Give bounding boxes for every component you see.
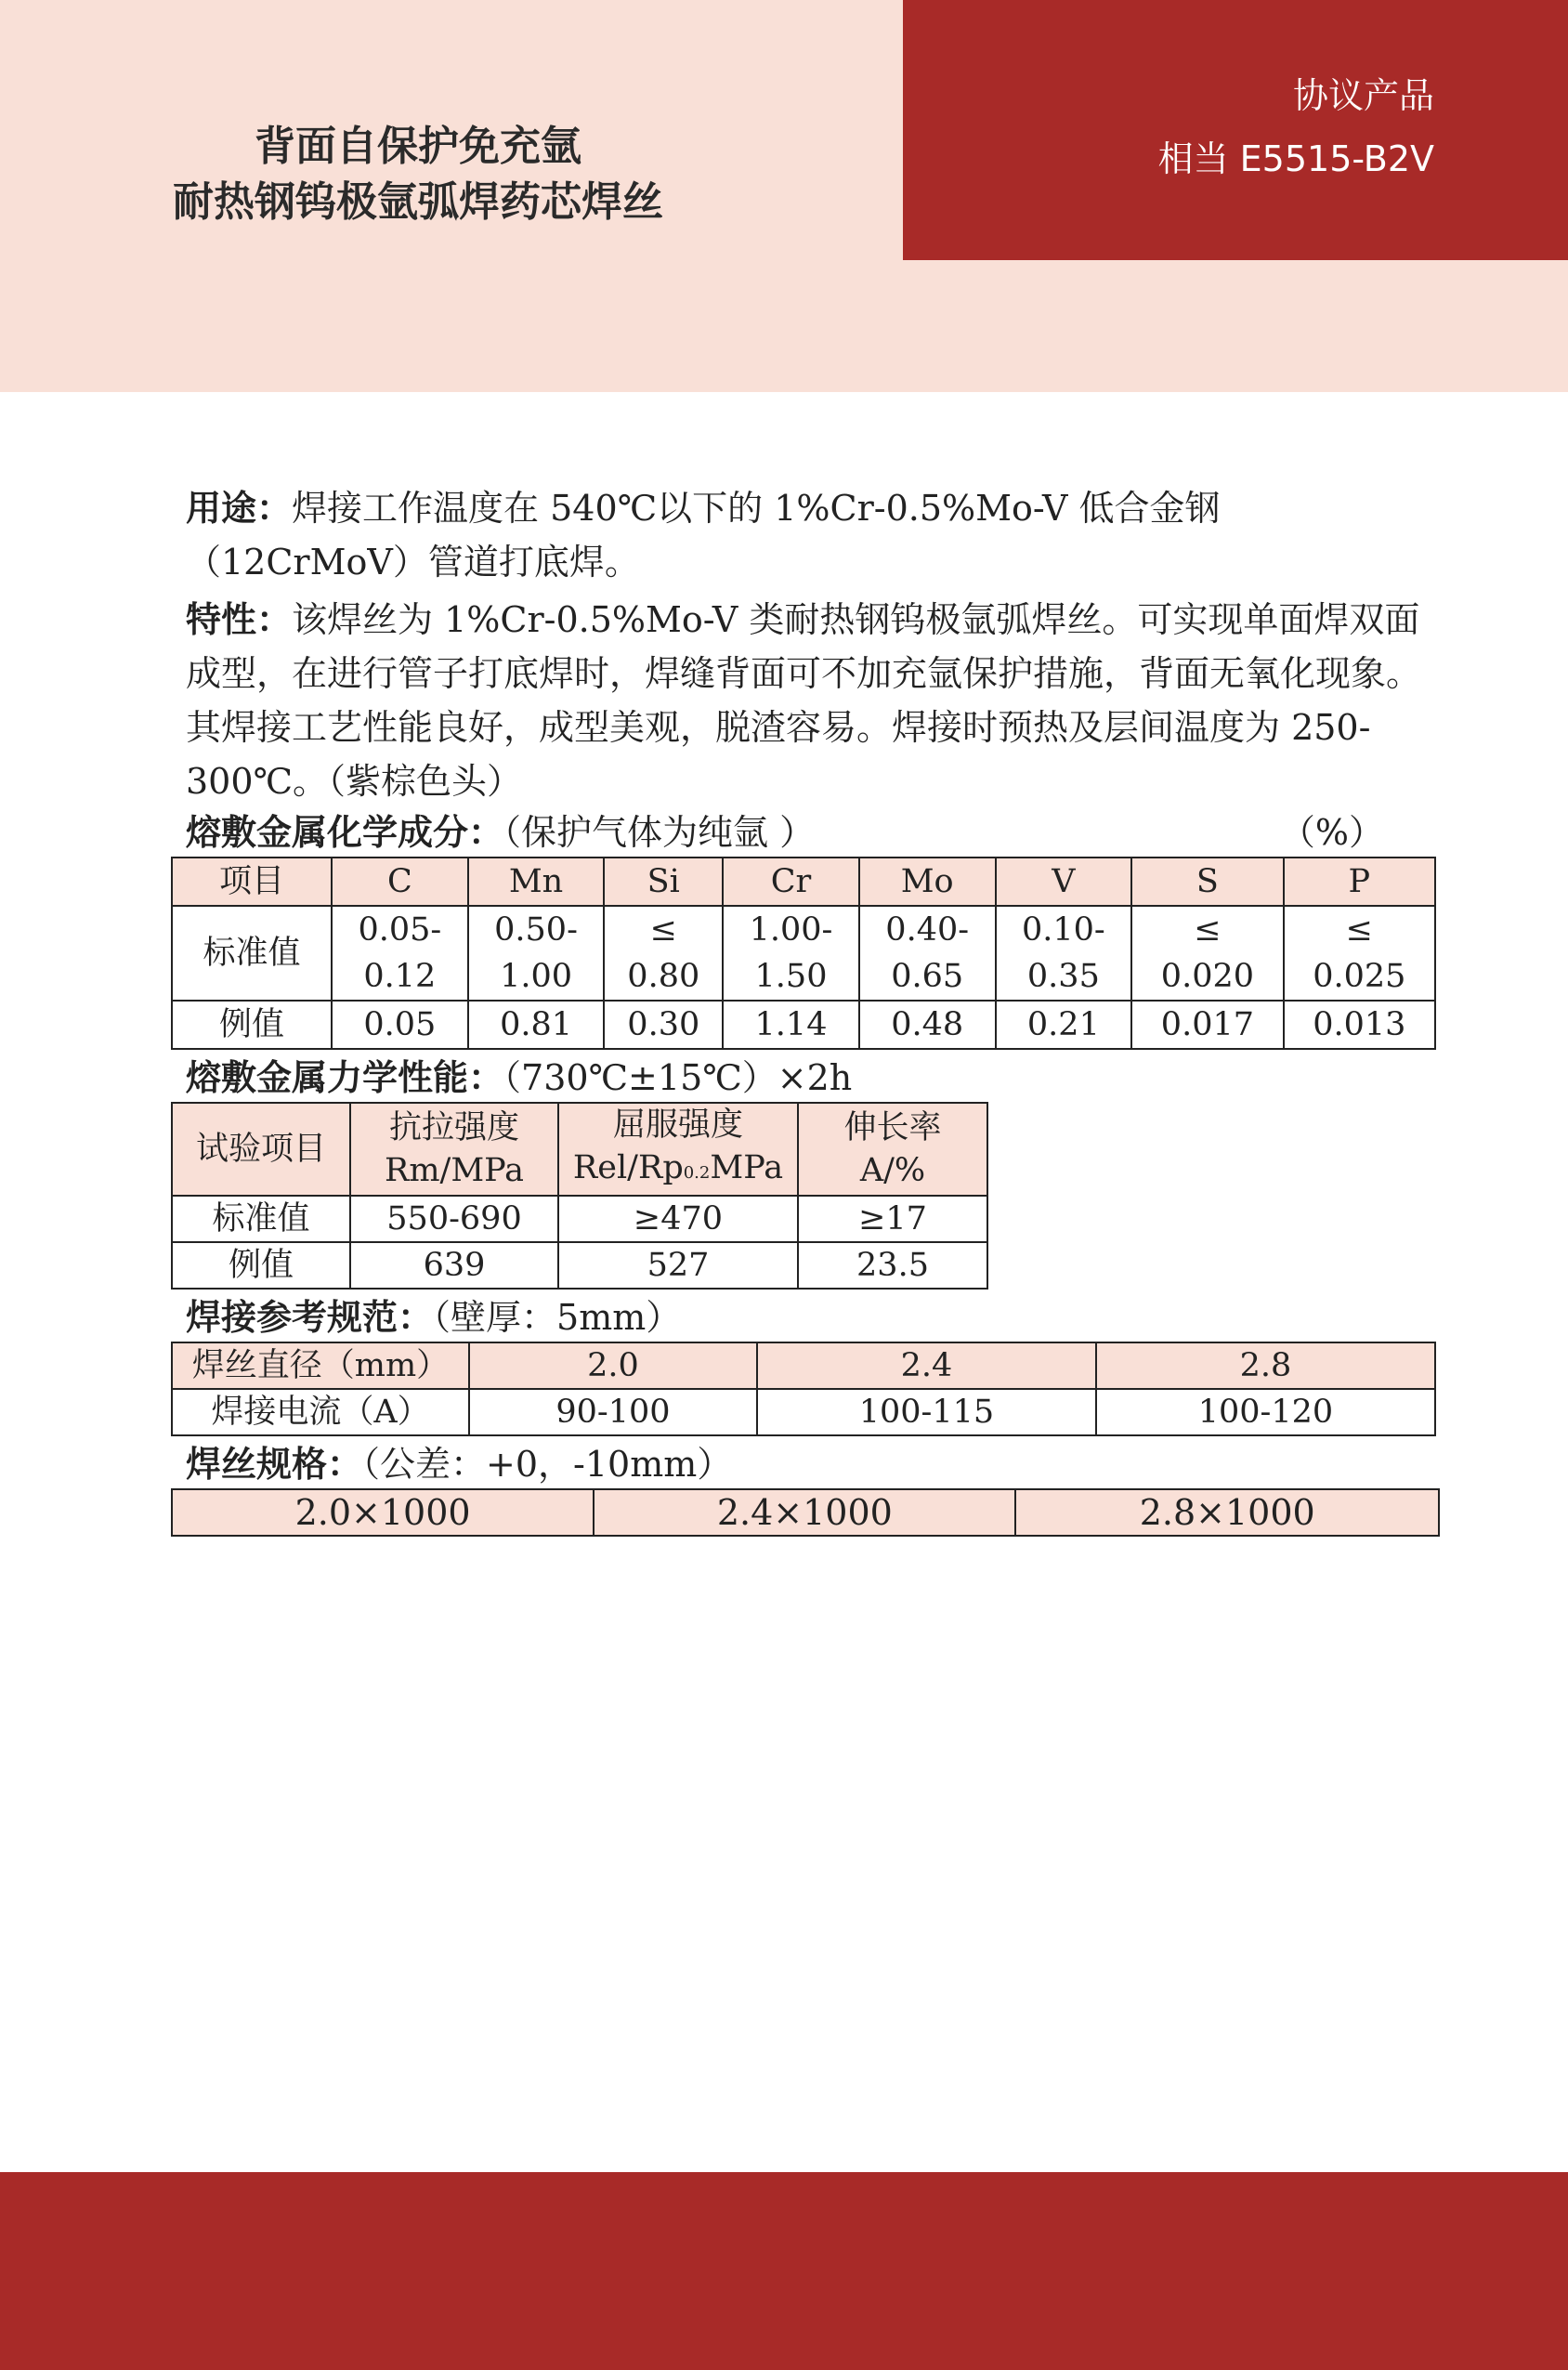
- chem-std-cell: 0.10-: [996, 906, 1132, 953]
- weld-note: （壁厚：5mm）: [433, 1297, 682, 1338]
- mech-example-cell: 527: [558, 1242, 798, 1289]
- chem-example-label: 例值: [172, 1001, 332, 1049]
- chem-example-cell: 0.30: [604, 1001, 723, 1049]
- weld-current-row: [172, 1389, 1435, 1435]
- mech-std-label: 标准值: [172, 1196, 350, 1242]
- weld-heading: [186, 1293, 1421, 1342]
- chem-std-cell: ≤: [1284, 906, 1435, 953]
- features-label: 特性：: [186, 599, 293, 640]
- product-title: [139, 119, 697, 230]
- mech-tensile-unit: Rm/MPa: [384, 1152, 524, 1189]
- chem-example-cell: 0.013: [1284, 1001, 1435, 1049]
- weld-current-cell: 100-115: [757, 1389, 1096, 1435]
- mech-tensile-title: 抗拉强度: [388, 1109, 519, 1146]
- weld-current-cell: 90-100: [469, 1389, 757, 1435]
- mech-example-cell: 23.5: [798, 1242, 987, 1289]
- chem-std-cell: 0.50-: [468, 906, 605, 953]
- spec-label: 焊丝规格：: [186, 1444, 363, 1485]
- mech-std-cell: ≥17: [798, 1196, 987, 1242]
- usage-paragraph: [186, 481, 1421, 589]
- chem-std-cell: 0.65: [859, 953, 996, 1001]
- chem-std-cell: ≤: [604, 906, 723, 953]
- chem-std-cell: 0.35: [996, 953, 1132, 1001]
- mech-std-row: [172, 1196, 987, 1242]
- usage-label: 用途：: [186, 488, 293, 529]
- chem-header-cell: C: [332, 858, 468, 906]
- weld-label: 焊接参考规范：: [186, 1297, 434, 1338]
- main-content: [186, 481, 1421, 1537]
- chem-header-row: [172, 858, 1435, 906]
- mech-header-row: [172, 1103, 987, 1196]
- chem-std-cell: 1.00: [468, 953, 605, 1001]
- chem-example-cell: 0.48: [859, 1001, 996, 1049]
- chem-std-cell: 0.025: [1284, 953, 1435, 1001]
- mech-header-yield: [558, 1103, 798, 1196]
- chem-example-cell: 0.81: [468, 1001, 605, 1049]
- mech-yield-unit-sub: 0.2: [683, 1163, 711, 1183]
- chem-header-cell: Mo: [859, 858, 996, 906]
- weld-diameter-cell: 2.8: [1096, 1342, 1435, 1389]
- chem-note: （保护气体为纯氩 ）: [503, 812, 816, 853]
- spec-heading: [186, 1440, 1421, 1488]
- badge-line-2: 相当 E5515-B2V: [1157, 138, 1434, 179]
- weld-diameter-cell: 2.0: [469, 1342, 757, 1389]
- chem-std-row-2: [172, 953, 1435, 1001]
- chem-std-cell: ≤: [1131, 906, 1283, 953]
- chem-label: 熔敷金属化学成分：: [186, 812, 504, 853]
- spec-note: （公差：+0，-10mm）: [362, 1444, 733, 1485]
- title-line-1: 背面自保护免充氩: [255, 123, 581, 170]
- weld-diameter-label: 焊丝直径（mm）: [172, 1342, 469, 1389]
- chem-example-cell: 0.017: [1131, 1001, 1283, 1049]
- title-line-2: 耐热钢钨极氩弧焊药芯焊丝: [173, 178, 663, 226]
- mech-header-item: 试验项目: [172, 1103, 350, 1196]
- mech-elongation-title: 伸长率: [843, 1109, 942, 1146]
- weld-current-label: 焊接电流（A）: [172, 1389, 469, 1435]
- mech-example-label: 例值: [172, 1242, 350, 1289]
- chem-std-cell: 0.12: [332, 953, 468, 1001]
- chem-example-row: [172, 1001, 1435, 1049]
- mech-example-cell: 639: [350, 1242, 558, 1289]
- chem-header-cell: P: [1284, 858, 1435, 906]
- chem-header-cell: S: [1131, 858, 1283, 906]
- mech-table: [171, 1102, 988, 1290]
- mech-label: 熔敷金属力学性能：: [186, 1057, 504, 1098]
- chem-std-row: [172, 906, 1435, 953]
- chem-std-cell: 1.00-: [723, 906, 859, 953]
- chem-std-label: 标准值: [172, 906, 332, 1001]
- mech-yield-unit-a: Rel/Rp: [572, 1149, 684, 1186]
- weld-diameter-cell: 2.4: [757, 1342, 1096, 1389]
- weld-table: [171, 1342, 1436, 1436]
- mech-yield-unit: [559, 1146, 797, 1195]
- chem-example-cell: 0.21: [996, 1001, 1132, 1049]
- chem-std-cell: 0.05-: [332, 906, 468, 953]
- mech-header-tensile: [350, 1103, 558, 1196]
- chem-heading: [186, 808, 1421, 857]
- weld-diameter-row: [172, 1342, 1435, 1389]
- chem-header-cell: 项目: [172, 858, 332, 906]
- spec-cell: 2.8×1000: [1015, 1489, 1439, 1536]
- mech-elongation-unit: A/%: [859, 1152, 926, 1189]
- chem-unit: （%）: [1279, 812, 1384, 853]
- chem-example-cell: 0.05: [332, 1001, 468, 1049]
- mech-heading: [186, 1054, 1421, 1102]
- mech-yield-unit-b: MPa: [710, 1149, 784, 1186]
- mech-yield-title: 屈服强度: [612, 1106, 743, 1144]
- usage-text: 焊接工作温度在 540℃以下的 1%Cr-0.5%Mo-V 低合金钢（12CrMoV）管道打底焊。: [186, 488, 1221, 583]
- spec-row: [172, 1489, 1439, 1536]
- footer-band: [0, 2172, 1568, 2370]
- chem-std-cell: 0.020: [1131, 953, 1283, 1001]
- chem-example-cell: 1.14: [723, 1001, 859, 1049]
- chem-std-cell: 1.50: [723, 953, 859, 1001]
- spec-cell: 2.4×1000: [594, 1489, 1015, 1536]
- chem-header-cell: Mn: [468, 858, 605, 906]
- mech-note: （730℃±15℃）×2h: [503, 1057, 853, 1098]
- mech-std-cell: ≥470: [558, 1196, 798, 1242]
- mech-std-cell: 550-690: [350, 1196, 558, 1242]
- badge-line-1: 协议产品: [1292, 75, 1434, 116]
- chem-std-cell: 0.40-: [859, 906, 996, 953]
- product-badge: [903, 0, 1568, 260]
- chem-header-cell: V: [996, 858, 1132, 906]
- features-text: 该焊丝为 1%Cr-0.5%Mo-V 类耐热钢钨极氩弧焊丝。可实现单面焊双面成型，在进行管子打底焊时，焊缝背面可不加充氩保护措施，背面无氧化现象。其焊接工艺性能良好，成型美观，脱渣容易。焊接时预热及层间温度为 250-300℃。（紫棕色头）: [186, 599, 1422, 802]
- chem-header-cell: Si: [604, 858, 723, 906]
- chem-table: [171, 857, 1436, 1050]
- features-paragraph: [186, 593, 1421, 808]
- chem-std-cell: 0.80: [604, 953, 723, 1001]
- mech-header-elongation: [798, 1103, 987, 1196]
- chem-header-cell: Cr: [723, 858, 859, 906]
- spec-cell: 2.0×1000: [172, 1489, 594, 1536]
- mech-example-row: [172, 1242, 987, 1289]
- spec-table: [171, 1488, 1440, 1537]
- weld-current-cell: 100-120: [1096, 1389, 1435, 1435]
